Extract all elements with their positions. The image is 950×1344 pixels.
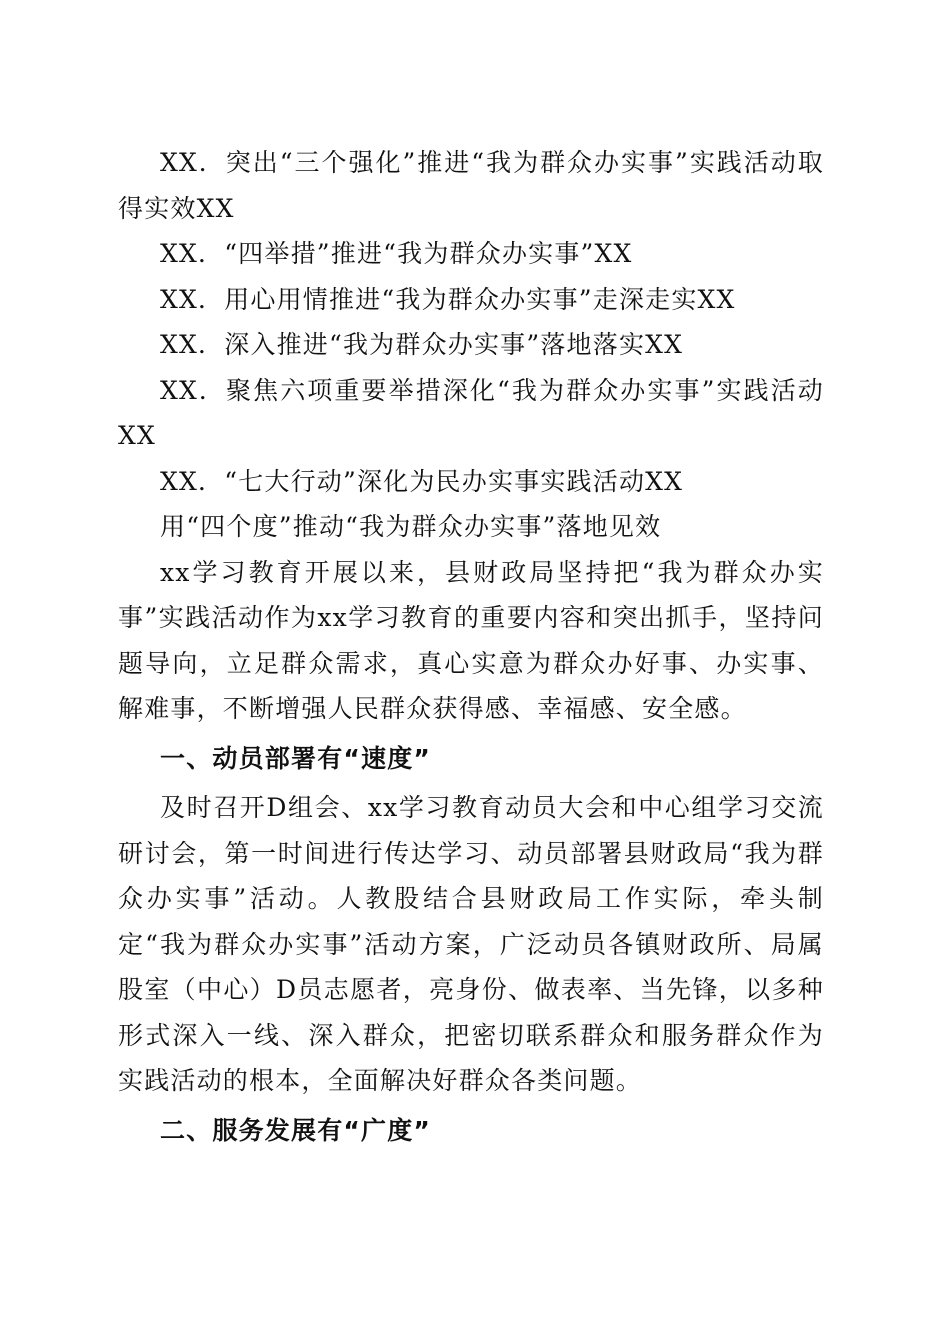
list-item: XX．深入推进“我为群众办实事”落地落实XX xyxy=(160,330,684,359)
list-item: XX．突出“三个强化”推进“我为群众办实事”实践活动取得实效XX xyxy=(118,148,824,223)
section-heading-1: 一、动员部署有“速度” xyxy=(160,743,432,773)
intro-paragraph: xx学习教育开展以来，县财政局坚持把“我为群众办实事”实践活动作为xx学习教育的重要内容和突出抓手，坚持问题导向，立足群众需求，真心实意为群众办好事、办实事、解难事，不断增强人民群众获得感、幸福感、安全感。 xyxy=(118,557,824,723)
list-item: XX．“七大行动”深化为民办实事实践活动XX xyxy=(160,466,684,496)
document-body xyxy=(118,140,824,1157)
section-body-1: 及时召开D组会、xx学习教育动员大会和中心组学习交流研讨会，第一时间进行传达学习、动员部署县财政局“我为群众办实事”活动。人教股结合县财政局工作实际，牵头制定“我为群众办实事”活动方案，广泛动员各镇财政所、局属股室（中心）D员志愿者，亮身份、做表率、当先锋，以多种形式深入一线、深入群众，把密切联系群众和服务群众作为实践活动的根本，全面解决好群众各类问题。 xyxy=(118,793,824,1095)
list-item: XX．聚焦六项重要举措深化“我为群众办实事”实践活动XX xyxy=(118,375,824,450)
article-title: 用“四个度”推动“我为群众办实事”落地见效 xyxy=(160,512,662,541)
list-item: XX．“四举措”推进“我为群众办实事”XX xyxy=(160,239,633,268)
section-heading-2: 二、服务发展有“广度” xyxy=(160,1115,432,1145)
list-item: XX．用心用情推进“我为群众办实事”走深走实XX xyxy=(160,284,736,314)
